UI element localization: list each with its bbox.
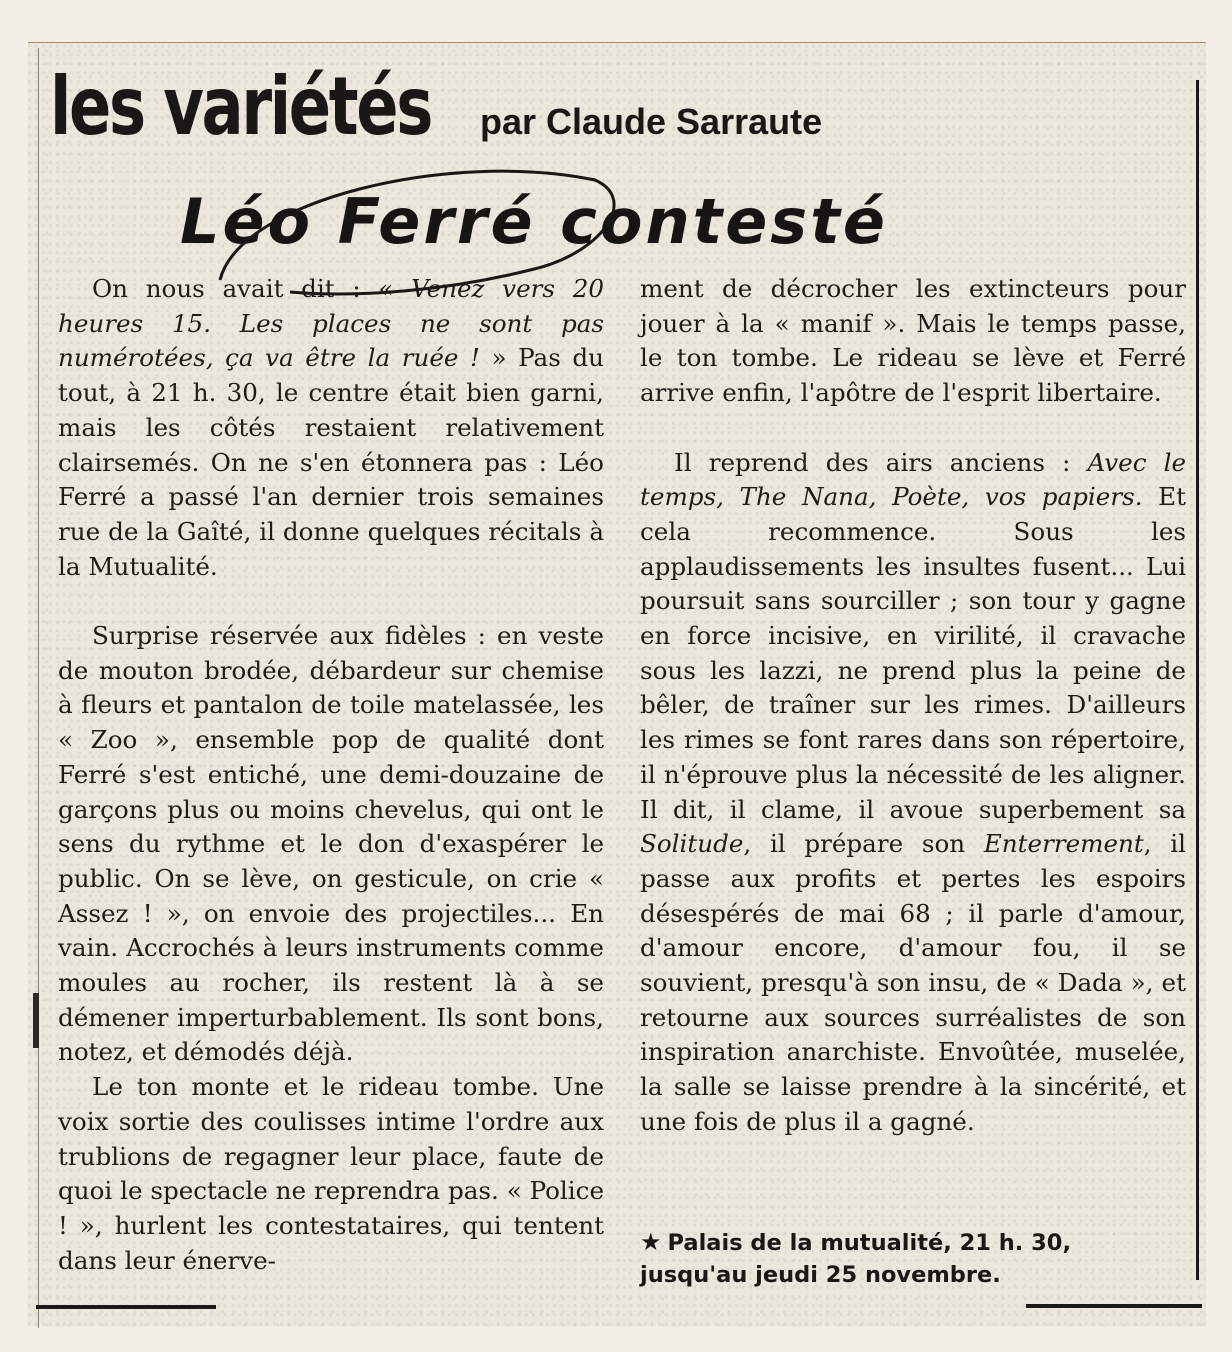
section-title: les variétés xyxy=(50,60,432,153)
byline: par Claude Sarraute xyxy=(480,101,823,142)
paragraph: Le ton monte et le rideau tombe. Une voix sortie des coulisses intime l'ordre aux trublions de regagner leur place, faute de quoi le spectacle ne reprendra pas. « Police ! », hurlent les contestataires, qui tentent dans leur énerve- xyxy=(58,1072,604,1275)
right-border-rule xyxy=(1196,80,1199,1280)
text: , il passe aux profits et pertes les espoirs désespérés de mai 68 ; il parle d'amour, d'amour encore, d'amour fou, il se souvient, presqu'à son insu, de « Dada », et retourne aux sources surréalistes de son inspiration anarchiste. Envoûtée, muselée, la salle se laisse prendre à la sincérité, et une fois de plus il a gagné. xyxy=(640,829,1187,1136)
bottom-right-rule xyxy=(1026,1304,1202,1308)
paragraph: ment de décrocher les extincteurs pour jouer à la « manif ». Mais le temps passe, le ton tombe. Le rideau se lève et Ferré arrive enfin, l'apôtre de l'esprit libertaire. xyxy=(640,274,1186,408)
paragraph: Surprise réservée aux fidèles : en veste de mouton brodée, débardeur sur chemise à fleurs et pantalon de toile matelassée, les « Zoo », ensemble pop de qualité dont Ferré s'est entiché, une demi-douzaine de garçons plus ou moins chevelus, qui ont le sens du rythme et le don d'exaspérer le public. On se lève, on gesticule, on crie « Assez ! », on envoie des projectiles... En vain. Accrochés à leurs instruments comme moules au rocher, ils restent là à se démener imperturbablement. Ils sont bons, notez, et démodés déjà. xyxy=(58,621,604,1067)
left-border-rule xyxy=(38,48,39,1328)
margin-mark xyxy=(33,993,39,1048)
venue-text: Palais de la mutualité, 21 h. 30, jusqu'au jeudi 25 novembre. xyxy=(640,1230,1071,1288)
text: » Pas du tout, à 21 h. 30, le centre était bien garni, mais les côtés restaient relativement clairsemés. On ne s'en étonnera pas : Léo Ferré a passé l'an dernier trois semaines rue de la Gaîté, il donne quelques récitals à la Mutualité. xyxy=(58,343,605,581)
article-column-left xyxy=(58,272,604,1278)
text: On nous avait dit : « xyxy=(92,274,412,303)
text: Et cela recommence. Sous les applaudissements les insultes fusent... Lui poursuit sans sourciller ; son tour y gagne en force incisive, en virilité, il cravache sous les lazzi, ne prend plus la peine de bêler, de traîner sur les rimes. D'ailleurs les rimes se font rares dans son répertoire, il n'éprouve plus la nécessité de les aligner. Il dit, il clame, il avoue superbement sa xyxy=(640,482,1186,824)
star-icon: ★ xyxy=(640,1228,662,1256)
text: , il prépare son xyxy=(743,829,984,859)
song-title: Enterrement xyxy=(983,829,1144,859)
text: Il reprend des airs anciens : xyxy=(674,447,1088,477)
bottom-left-rule xyxy=(36,1305,216,1309)
paragraph xyxy=(58,272,604,584)
headline: Léo Ferré contesté xyxy=(180,185,888,258)
article-column-right xyxy=(640,272,1186,1140)
song-title: Solitude xyxy=(640,829,744,859)
venue-info xyxy=(640,1226,1186,1291)
quote-text: Venez vers 20 heures 15. Les places ne sont pas numérotées, ça va être la ruée ! xyxy=(58,274,604,373)
paragraph xyxy=(640,446,1186,1140)
song-titles: Avec le temps, The Nana, Poète, vos papiers. xyxy=(640,447,1187,512)
